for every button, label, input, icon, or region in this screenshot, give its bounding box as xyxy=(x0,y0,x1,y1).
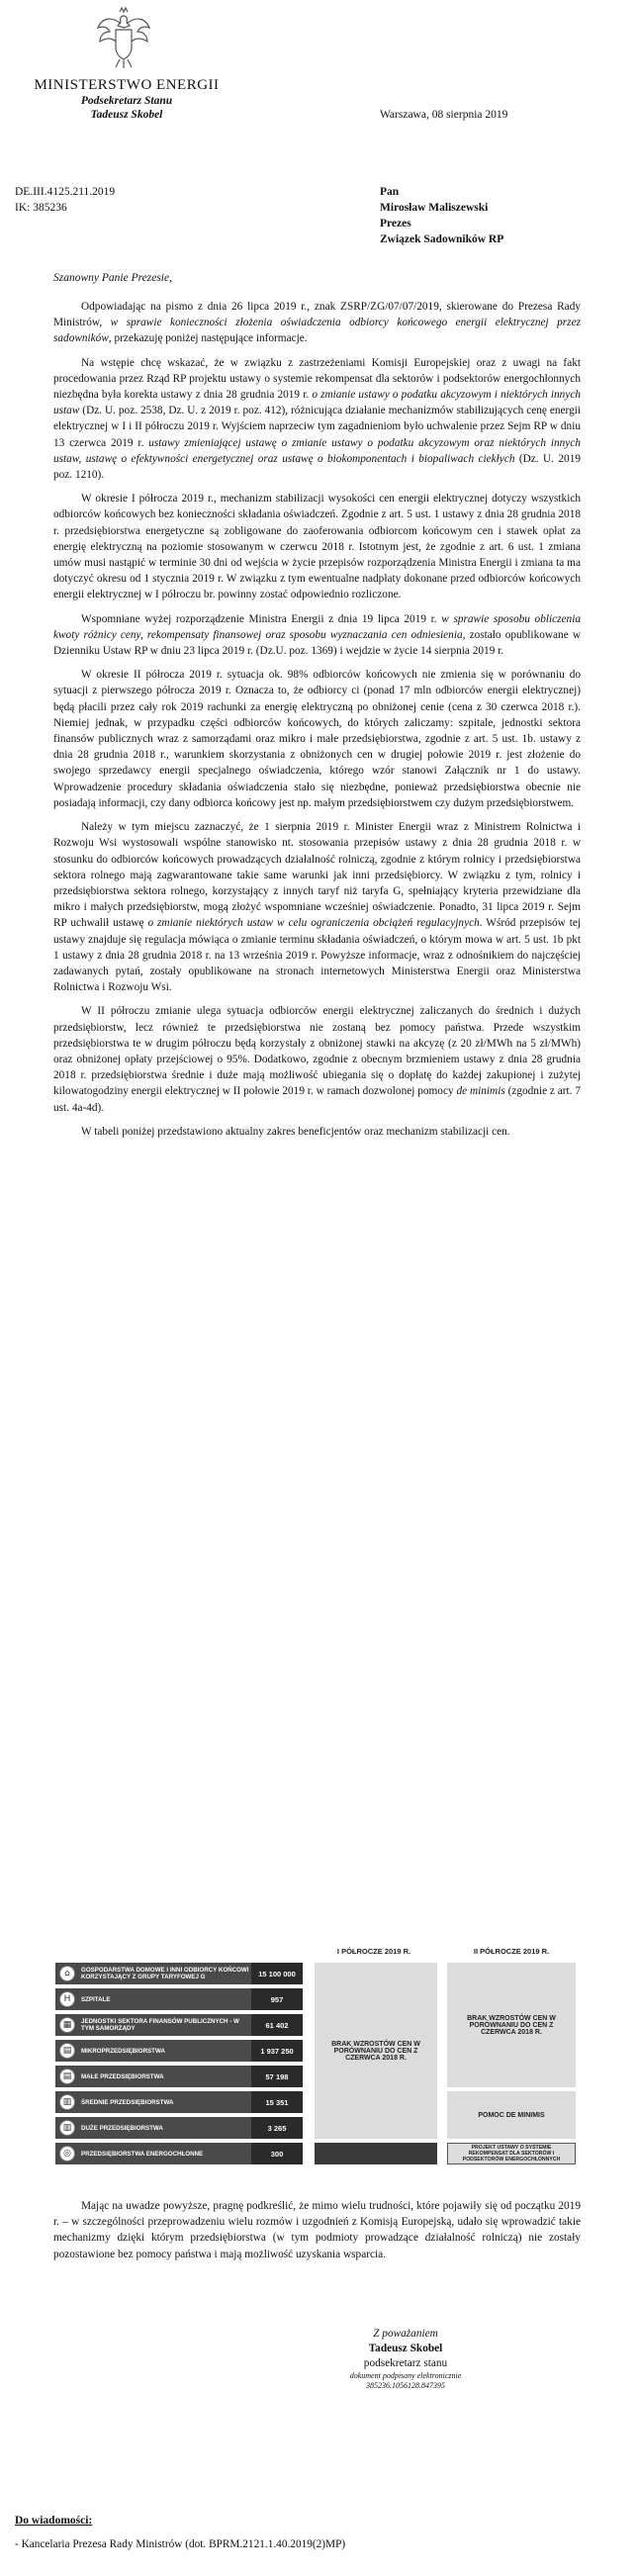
sender-position: Podsekretarz Stanu xyxy=(80,95,173,107)
column-header-h1: I PÓŁROCZE 2019 R. xyxy=(336,1947,411,1956)
case-number: DE.III.4125.211.2019 xyxy=(15,186,116,198)
h1-no-price-increase-box: BRAK WZROSTÓW CEN W PORÓWNANIU DO CEN Z CZERWCA 2018 R. xyxy=(315,1963,437,2139)
table-row: ▤ MAŁE PRZEDSIĘBIORSTWA 57 198 xyxy=(55,2066,303,2087)
hospital-icon: H xyxy=(59,1991,75,2007)
table-row: ▥ DUŻE PRZEDSIĘBIORSTWA 3 265 xyxy=(55,2117,303,2139)
paragraph-7: W II półroczu zmianie ulega sytuacja odbiorców energii elektrycznej zaliczanych do średnich i dużych przedsiębiorstw, lecz również te przedsiębiorstwa nie zostaną bez pomocy państwa. Przede wszystkim przedsiębiorstwa te w drugim półroczu będą korzystały z obniżonej stawki na akcyzę (z 20 zł/MWh na 5 zł/MWh) oraz obniżonej opłaty przejściowej o 95%. Dodatkowo, zgodnie z obecnym brzmieniem ustawy z dnia 28 grudnia 2018 r. przedsiębiorstwa średnie i duże mają możliwość ubiegania się o dopłatę do każdej zakupionej i zużytej kilowatogodziny energii elektrycznej w II połowie 2019 r. w ramach dozwolonej pomocy de minimis (zgodnie z art. 7 ust. 4a-4d). xyxy=(53,1005,581,1114)
e-signature-note: dokument podpisany elektronicznie xyxy=(349,2371,462,2380)
building-icon: ▦ xyxy=(59,2017,75,2033)
table-row: ▦ JEDNOSTKI SEKTORA FINANSÓW PUBLICZNYCH - W TYM SAMORZĄDY 61 402 xyxy=(55,2014,303,2036)
signatory-name: Tadeusz Skobel xyxy=(368,2343,443,2354)
h1-energy-intensive-box xyxy=(315,2143,437,2164)
closing-paragraph: Mając na uwadze powyższe, pragnę podkreślić, że mimo wielu trudności, które pojawiły się od początku 2019 r. – w szczególności przeprowadzeniu wielu rozmów i uzgodnień z Komisją Europejską, udało się wprowadzić takie mechanizmy dzięki którym przedsiębiorstwa (w tym podmioty prowadzące działalność rolniczą) nie zostały pozostawione bez pomocy państwa i mają możliwość uzyskania wsparcia. xyxy=(53,2200,581,2260)
paragraph-6: Należy w tym miejscu zaznaczyć, że 1 sierpnia 2019 r. Minister Energii wraz z Ministrem Rolnictwa i Rozwoju Wsi wystosowali wspólne stanowisko nt. stosowania przepisów ustawy z dnia 28 grudnia 2018 r. w stosunku do odbiorców końcowych prowadzących działalność rolniczą, zgodnie z którym rolnicy i przedsiębiorstwa sektora rolnego mają zagwarantowane takie same warunki jak inni przedsiębiorcy. W związku z tym, rolnicy i przedsiębiorstwa sektora rolnego, korzystający z innych taryf niż taryfa G, spełniający kryteria przewidziane dla mikro i małych przedsiębiorstw, mogą złożyć wspomniane wcześniej oświadczenie. Ponadto, 31 lipca 2019 r. Sejm RP uchwalił ustawę o zmianie niektórych ustaw w celu ograniczenia obciążeń regulacyjnych. Wśród przepisów tej ustawy znajduje się regulacja mówiąca o zmianie terminu składania oświadczeń, o którym mowa w art. 5 ust. 1b pkt 1 ustawy z dnia 28 grudnia 2018 r. na 13 września 2019 r. Powyższe informacje, wraz z odnośnikiem do najczęściej zadawanych pytań, zostały opublikowane na stronach internetowych Ministerstwa Energii oraz Ministerstwa Rolnictwa i Rozwoju Wsi. xyxy=(53,821,582,994)
row-value: 1 937 250 xyxy=(251,2040,303,2062)
addressee-title: Pan xyxy=(380,186,400,198)
paragraph-5: W okresie II półrocza 2019 r. sytuacja ok. 98% odbiorców końcowych nie zmienia się w porównaniu do sytuacji z pierwszego półrocza 2019 r. Oznacza to, że odbiorcy ci (ponad 17 mln odbiorców energii elektrycznej) będą płacili przez cały rok 2019 rachunki za energię elektryczną po obniżonej cenie (cena z 30 czerwca 2018 r.). Niemiej jednak, w przypadku części odbiorców końcowych, do których zaliczamy: szpitale, jednostki sektora finansów publicznych wraz z samorządami oraz mikro i małe przedsiębiorstwa, zgodnie z art. 5 ust. 1b. ustawy z dnia 28 grudnia 2018 r., warunkiem skorzystania z obniżonych cen w drugiej połowie 2019 r. jest złożenie do swojego sprzedawcy energii specjalnego oświadczenia, którego wzór stanowi Załącznik nr 1 do ustawy. Wprowadzenie procedury składania oświadczenia stało się niezbędne, ponieważ przedsiębiorstwa obecnie nie posiadają informacji, czy dany odbiorca końcowy jest np. małym przedsiębiorstwem czy dużym przedsiębiorstwem. xyxy=(53,669,581,809)
beneficiaries-table xyxy=(55,1947,584,2362)
table-row: ⌂ GOSPODARSTWA DOMOWE I INNI ODBIORCY KOŃCOWI KORZYSTAJĄCY Z GRUPY TARYFOWEJ G 15 100 000 xyxy=(55,1963,303,1984)
house-icon: ⌂ xyxy=(59,1966,75,1981)
document-id: 385236.1056128.847395 xyxy=(366,2381,445,2390)
shop-icon: ▤ xyxy=(59,2069,75,2084)
column-header-h2: II PÓŁROCZE 2019 R. xyxy=(473,1947,550,1956)
row-value: 15 351 xyxy=(251,2091,303,2113)
reference-block xyxy=(15,184,115,216)
cc-item: - Kancelaria Prezesa Rady Ministrów (dot. BPRM.2121.1.40.2019(2)MP) xyxy=(15,2538,346,2550)
row-value: 15 100 000 xyxy=(251,1963,303,1984)
eagle-emblem-icon xyxy=(94,6,153,69)
ministry-name: MINISTERSTWO ENERGII xyxy=(34,77,220,93)
factory-icon: ▥ xyxy=(59,2094,75,2110)
project-law-box: PROJEKT USTAWY O SYSTEMIE REKOMPENSAT DLA SEKTORÓW I PODSEKTORÓW ENERGOCHŁONNYCH xyxy=(447,2143,576,2164)
signatory-position: podsekretarz stanu xyxy=(363,2357,448,2369)
letter-date: Warszawa, 08 sierpnia 2019 xyxy=(380,109,508,121)
row-value: 3 265 xyxy=(251,2117,303,2139)
h2-no-price-increase-box: BRAK WZROSTÓW CEN W PORÓWNANIU DO CEN Z CZERWCA 2018 R. xyxy=(447,1963,576,2087)
factory-icon: ▥ xyxy=(59,2120,75,2136)
row-value: 61 402 xyxy=(251,2014,303,2036)
table-row: ▥ ŚREDNIE PRZEDSIĘBIORSTWA 15 351 xyxy=(55,2091,303,2113)
globe-icon: ◎ xyxy=(59,2146,75,2162)
row-value: 300 xyxy=(251,2143,303,2164)
table-row: ◎ PRZEDSIĘBIORSTWA ENERGOCHŁONNE 300 xyxy=(55,2143,303,2164)
paragraph-8: W tabeli poniżej przedstawiono aktualny zakres beneficjentów oraz mechanizm stabilizacji cen. xyxy=(81,1125,510,1138)
paragraph-3: W okresie I półrocza 2019 r., mechanizm stabilizacji wysokości cen energii elektrycznej dotyczy wszystkich odbiorców końcowych bez konieczności składania oświadczeń. Zgodnie z art. 5 ust. 1 ustawy z dnia 28 grudnia 2018 r. przedsiębiorstwa energetyczne są zobligowane do zaoferowania odbiorcom końcowym cen i stawek opłat za energię elektryczną na poziomie stosowanym w czerwcu 2018 r. Istotnym jest, że zgodnie z art. 6 ust. 1 zmiana umów musi nastąpić w terminie 30 dni od wejścia w życie przepisów rozporządzenia Ministra Energii i zmiana ta ma dotyczyć okresu od 1 stycznia 2019 r. W związku z tym ewentualne nadpłaty dokonane przed odbiorców końcowych energii elektrycznej w I półroczu br. powinny zostać odpowiednio rozliczone. xyxy=(53,493,581,601)
regards: Z poważaniem xyxy=(373,2328,438,2340)
ik-number: IK: 385236 xyxy=(15,202,67,214)
row-value: 957 xyxy=(251,1988,303,2010)
addressee-role: Prezes xyxy=(380,218,411,230)
cc-title: Do wiadomości: xyxy=(15,2515,93,2527)
row-value: 57 198 xyxy=(251,2066,303,2087)
addressee-name: Mirosław Maliszewski xyxy=(380,202,489,214)
de-minimis-box: POMOC DE MINIMIS xyxy=(447,2091,576,2139)
sender-name: Tadeusz Skobel xyxy=(90,109,163,121)
addressee-block xyxy=(380,184,503,247)
table-row: ▤ MIKROPRZEDSIĘBIORSTWA 1 937 250 xyxy=(55,2040,303,2062)
table-row: H SZPITALE 957 xyxy=(55,1988,303,2010)
addressee-organization: Związek Sadowników RP xyxy=(380,233,504,245)
shop-icon: ▤ xyxy=(59,2043,75,2059)
paragraph-4: Wspomniane wyżej rozporządzenie Ministra Energii z dnia 19 lipca 2019 r. w sprawie sposobu obliczenia kwoty różnicy ceny, rekompensaty finansowej oraz sposobu wyznaczania cen odniesienia, zostało opublikowane w Dzienniku Ustaw RP w dniu 23 lipca 2019 r. (Dz.U. poz. 1369) i wejdzie w życie 14 sierpnia 2019 r. xyxy=(53,612,581,658)
salutation: Szanowny Panie Prezesie, xyxy=(53,272,172,284)
letter-body xyxy=(53,299,581,1148)
paragraph-1: Odpowiadając na pismo z dnia 26 lipca 2019 r., znak ZSRP/ZG/07/07/2019, skierowane do Prezesa Rady Ministrów, w sprawie konieczności złożenia oświadczenia odbiorcy końcowego energii elektrycznej przez sadowników, przekazuję poniżej następujące informacje. xyxy=(53,301,581,345)
signature-block xyxy=(307,2327,504,2391)
paragraph-2: Na wstępie chcę wskazać, że w związku z zastrzeżeniami Komisji Europejskiej oraz z uwagi na fakt procedowania przez Rząd RP projektu ustawy o systemie rekompensat dla sektorów i podsektorów energochłonnych niezbędna była korekta ustawy z dnia 28 grudnia 2019 r. o zmianie ustawy o podatku akcyzowym i niektórych innych ustaw (Dz. U. poz. 2538, Dz. U. z 2019 r. poz. 412), różnicująca działanie mechanizmów stabilizujących cenę energii elektrycznej w I i II półroczu 2019 r. Wyjściem naprzeciw tym zagadnieniom było uchwalenie przez Sejm RP w dniu 13 czerwca 2019 r. ustawy zmieniającej ustawę o zmianie ustawy o podatku akcyzowym oraz niektórych innych ustaw, ustawę o efektywności energetycznej oraz ustawę o biokomponentach i biopaliwach ciekłych (Dz. U. 2019 poz. 1210). xyxy=(53,356,581,482)
